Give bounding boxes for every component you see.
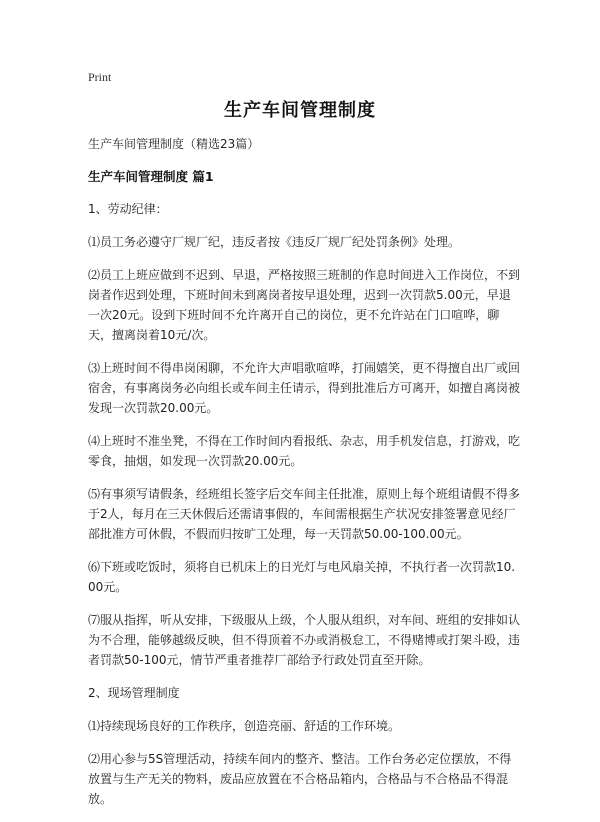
print-link[interactable]: Print [88, 70, 112, 84]
paragraph-site-rule-1: ⑴持续现场良好的工作秩序，创造亮丽、舒适的工作环境。 [88, 719, 401, 733]
paragraph-rule-5: ⑸有事须写请假条，经班组长签字后交车间主任批准，原则上每个班组请假不得多于2人，每月在三天休假后还需请事假的，车间需根据生产状况安排签署意见经厂部批准方可休假，不假而归按旷工处理，每一天罚款50.00-100.00元。 [88, 487, 521, 541]
paragraph-labor-discipline-heading: 1、劳动纪律： [88, 202, 168, 216]
paragraph-rule-3: ⑶上班时间不得串岗闲聊，不允许大声唱歌喧哗，打闹嬉笑，更不得擅自出厂或回宿舍，有事离岗务必向组长或车间主任请示，得到批准后方可离开，如擅自离岗被发现一次罚款20.00元。 [88, 361, 521, 415]
paragraph-site-rule-2: ⑵用心参与5S管理活动，持续车间内的整齐、整洁。工作台务必定位摆放，不得放置与生产无关的物料，废品应放置在不合格品箱内，合格品与不合格品不得混放。 [88, 752, 512, 806]
paragraph-rule-6: ⑹下班或吃饭时，须将自已机床上的日光灯与电风扇关掉，不执行者一次罚款10.00元。 [88, 560, 516, 594]
paragraph-site-management-heading: 2、现场管理制度 [88, 686, 180, 700]
paragraph-rule-1: ⑴员工务必遵守厂规厂纪，违反者按《违反厂规厂纪处罚条例》处理。 [88, 235, 461, 249]
section-heading: 生产车间管理制度 篇1 [88, 169, 214, 184]
document-title: 生产车间管理制度 [224, 100, 376, 121]
document-body [88, 134, 520, 822]
paragraph-rule-4: ⑷上班时不准坐凳，不得在工作时间内看报纸、杂志，用手机发信息，打游戏，吃零食，抽烟，如发现一次罚款20.00元。 [88, 434, 521, 468]
paragraph-rule-7: ⑺服从指挥，听从安排，下级服从上级，个人服从组织，对车间、班组的安排如认为不合理，能够越级反映，但不得顶着不办或消极怠工，不得赌博或打架斗殴，违者罚款50-100元，情节严重者推荐厂部给予行政处罚直至开除。 [88, 613, 521, 667]
paragraph-rule-2: ⑵员工上班应做到不迟到、早退，严格按照三班制的作息时间进入工作岗位，不到岗者作迟到处理，下班时间未到离岗者按早退处理，迟到一次罚款5.00元，早退一次20元。设到下班时间不允许离开自己的岗位，更不允许站在门口喧哗，聊天，擅离岗着10元/次。 [88, 268, 521, 342]
document-subtitle: 生产车间管理制度（精选23篇） [88, 137, 260, 151]
